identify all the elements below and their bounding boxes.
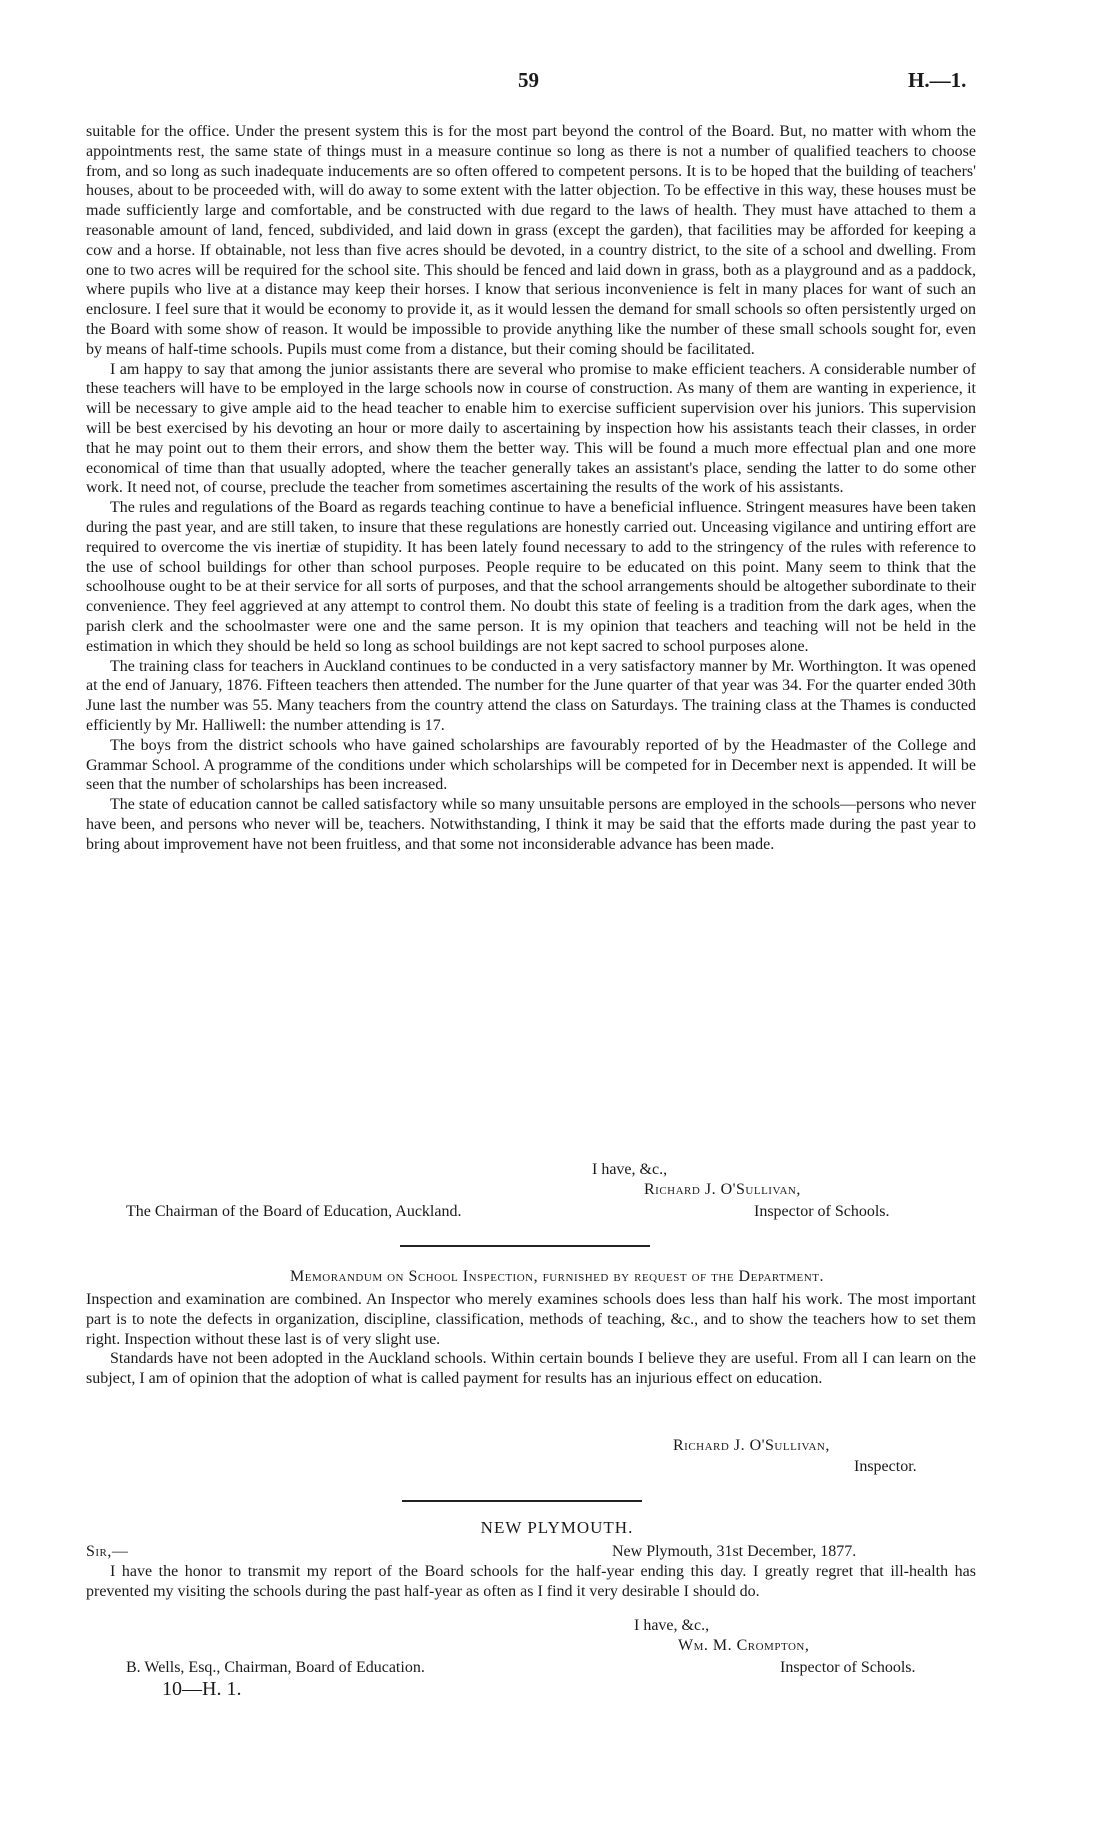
memo-signatory-title: Inspector. — [854, 1458, 917, 1475]
paragraph-1: suitable for the office. Under the present system this is for the most part beyond the control of the Board. But, no matter with whom the appointments rest, the same state of things must in a measure continue so long as there is not a number of qualified teachers to choose from, and so long as such inadequate inducements are so often offered to competent persons. It is to be hoped that the building of teachers' houses, about to be proceeded with, will do away to some extent with the latter objection. To be effective in this way, these houses must be made sufficiently large and comfortable, and be constructed with due regard to the laws of health. They must have attached to them a reasonable amount of land, fenced, subdivided, and laid down in grass (except the garden), that facilities may be afforded for keeping a cow and a horse. If obtainable, not less than five acres should be devoted, in a country district, to the site of a school and dwelling. From one to two acres will be required for the school site. This should be fenced and laid down in grass, both as a playground and as a paddock, where pupils who live at a distance may keep their horses. I know that serious inconvenience is felt in many places for want of such an enclosure. I feel sure that it would be economy to provide it, as it would lessen the demand for small schools so often persistently urged on the Board with some show of reason. It would be impossible to provide anything like the number of these small schools sought for, even by means of half-time schools. Pupils must come from a distance, but their coming should be facilitated. — [86, 123, 976, 358]
paragraph-2: I am happy to say that among the junior assistants there are several who promise to make efficient teachers. A considerable number of these teachers will have to be employed in the large schools now in course of construction. As many of them are wanting in experience, it will be necessary to give ample aid to the head teacher to enable him to exercise sufficient supervision over his juniors. This supervision will be best exercised by his devoting an hour or more daily to ascertaining by inspection how his assistants teach their classes, in order that he may point out to them their errors, and show them the better way. This will be found a much more effectual plan and one more economical of time than that usually adopted, where the teacher generally takes an assistant's place, sending the latter to do some other work. It need not, of course, preclude the teacher from sometimes ascertaining the results of the work of his assistants. — [86, 360, 976, 497]
section-divider-2 — [402, 1500, 642, 1502]
memo-paragraph-2: Standards have not been adopted in the Auckland schools. Within certain bounds I believe they are useful. From all I can learn on the subject, I am of opinion that the adoption of what is called payment for results has an injurious effect on education. — [86, 1350, 976, 1388]
addressee: The Chairman of the Board of Education, Auckland. — [126, 1203, 462, 1220]
memo-paragraph-1: Inspection and examination are combined. An Inspector who merely examines schools does less than half his work. The most important part is to note the defects in organization, discipline, classification, methods of teaching, &c., and to show the teachers how to set them right. Inspection without these last is of very slight use. — [86, 1291, 976, 1348]
section-divider — [400, 1245, 650, 1247]
memo-heading: Memorandum on School Inspection, furnished by request of the Department. — [290, 1268, 824, 1285]
section-heading: NEW PLYMOUTH. — [480, 1518, 634, 1537]
new-plymouth-paragraph: I have the honor to transmit my report of the Board schools for the half-year ending this day. I greatly regret that ill-health has prevented my visiting the schools during the past half-year as often as I find it very desirable I should do. — [86, 1563, 976, 1600]
signatory-name-2: Wm. M. Crompton, — [678, 1637, 810, 1654]
memo-signatory: Richard J. O'Sullivan, — [673, 1437, 830, 1454]
document-reference: H.—1. — [908, 68, 967, 92]
printer-signature-mark: 10—H. 1. — [162, 1678, 242, 1700]
report-body — [86, 122, 976, 854]
signatory-name: Richard J. O'Sullivan, — [644, 1181, 801, 1198]
paragraph-5: The boys from the district schools who have gained scholarships are favourably reported of by the Headmaster of the College and Grammar School. A programme of the conditions under which scholarships will be competed for in December next is appended. It will be seen that the number of scholarships has been increased. — [86, 736, 976, 794]
salutation: Sir,— — [86, 1543, 129, 1560]
paragraph-3: The rules and regulations of the Board as regards teaching continue to have a beneficial influence. Stringent measures have been taken during the past year, and are still taken, to insure that these regulations are honestly carried out. Unceasing vigilance and untiring effort are required to overcome the vis inertiæ of stupidity. It has been lately found necessary to add to the stringency of the rules with reference to the use of school buildings for other than school purposes. People require to be educated on this point. Many seem to think that the schoolhouse ought to be at their service for all sorts of purposes, and that the school arrangements should be altogether subordinate to their convenience. They feel aggrieved at any attempt to control them. No doubt this state of feeling is a tradition from the dark ages, when the parish clerk and the schoolmaster were one and the same person. It is my opinion that teachers and teaching will not be held in the estimation in which they should be held so long as school buildings are not kept sacred to school purposes alone. — [86, 499, 976, 655]
closing-line-2: I have, &c., — [634, 1617, 710, 1634]
signatory-title-2: Inspector of Schools. — [780, 1659, 916, 1676]
paragraph-4: The training class for teachers in Auckland continues to be conducted in a very satisfactory manner by Mr. Worthington. It was opened at the end of January, 1876. Fifteen teachers then attended. The number for the June quarter of that year was 34. For the quarter ended 30th June last the number was 55. Many teachers from the country attend the class on Saturdays. The training class at the Thames is conducted efficiently by Mr. Halliwell: the number attending is 17. — [86, 657, 976, 734]
addressee-2: B. Wells, Esq., Chairman, Board of Education. — [126, 1659, 425, 1676]
closing-line: I have, &c., — [592, 1161, 668, 1178]
dateline: New Plymouth, 31st December, 1877. — [612, 1543, 857, 1560]
signatory-title: Inspector of Schools. — [754, 1203, 890, 1220]
new-plymouth-body — [86, 1562, 976, 1602]
page-number: 59 — [518, 68, 539, 92]
memo-body — [86, 1290, 976, 1389]
paragraph-6: The state of education cannot be called satisfactory while so many unsuitable persons are employed in the schools—persons who never have been, and persons who never will be, teachers. Notwithstanding, I think it may be said that the efforts made during the past year to bring about improvement have not been fruitless, and that some not inconsiderable advance has been made. — [86, 796, 976, 853]
